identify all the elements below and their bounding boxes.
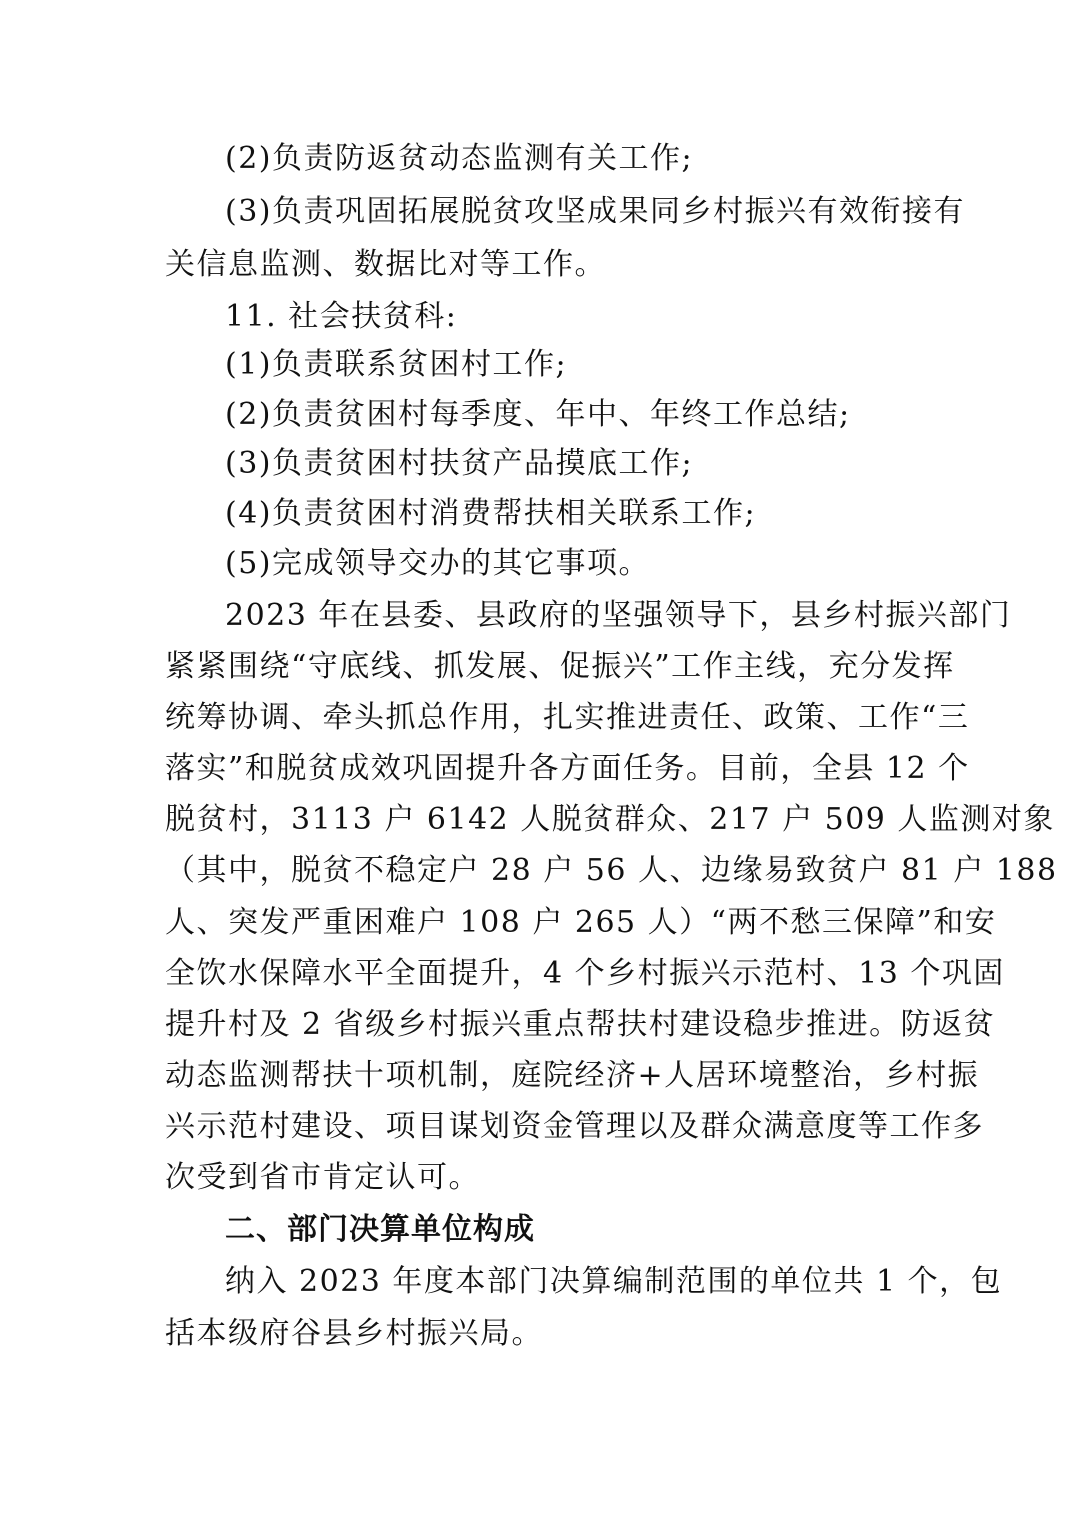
text-line: 全饮水保障水平全面提升，4 个乡村振兴示范村、13 个巩固 <box>165 956 1005 991</box>
text-line: 关信息监测、数据比对等工作。 <box>165 247 606 282</box>
text-line: (4)负责贫困村消费帮扶相关联系工作; <box>225 496 757 531</box>
text-line: 提升村及 2 省级乡村振兴重点帮扶村建设稳步推进。防返贫 <box>165 1007 996 1042</box>
text-line: （其中，脱贫不稳定户 28 户 56 人、边缘易致贫户 81 户 188 <box>165 853 1058 888</box>
section-heading: 二、部门决算单位构成 <box>225 1212 535 1247</box>
section-label: 11. 社会扶贫科: <box>225 299 458 334</box>
text-line: 脱贫村，3113 户 6142 人脱贫群众、217 户 509 人监测对象 <box>165 802 1055 837</box>
text-line: 括本级府谷县乡村振兴局。 <box>165 1316 543 1351</box>
text-line: 紧紧围绕“守底线、抓发展、促振兴”工作主线，充分发挥 <box>165 649 955 684</box>
text-line: 统筹协调、牵头抓总作用，扎实推进责任、政策、工作“三 <box>165 700 970 735</box>
text-line: (2)负责防返贫动态监测有关工作; <box>225 141 694 176</box>
text-line: 落实”和脱贫成效巩固提升各方面任务。目前，全县 12 个 <box>165 751 970 786</box>
text-line: (2)负责贫困村每季度、年中、年终工作总结; <box>225 397 851 432</box>
text-line: 人、突发严重困难户 108 户 265 人）“两不愁三保障”和安 <box>165 905 997 940</box>
text-line: (3)负责巩固拓展脱贫攻坚成果同乡村振兴有效衔接有 <box>225 194 965 229</box>
text-line: 动态监测帮扶十项机制，庭院经济+人居环境整治，乡村振 <box>165 1058 980 1093</box>
text-line: 2023 年在县委、县政府的坚强领导下，县乡村振兴部门 <box>225 598 1012 633</box>
text-line: 兴示范村建设、项目谋划资金管理以及群众满意度等工作多 <box>165 1109 984 1144</box>
text-line: 纳入 2023 年度本部门决算编制范围的单位共 1 个，包 <box>225 1264 1003 1299</box>
text-line: (5)完成领导交办的其它事项。 <box>225 546 650 581</box>
text-line: 次受到省市肯定认可。 <box>165 1160 480 1195</box>
text-line: (1)负责联系贫困村工作; <box>225 347 568 382</box>
text-line: (3)负责贫困村扶贫产品摸底工作; <box>225 446 694 481</box>
